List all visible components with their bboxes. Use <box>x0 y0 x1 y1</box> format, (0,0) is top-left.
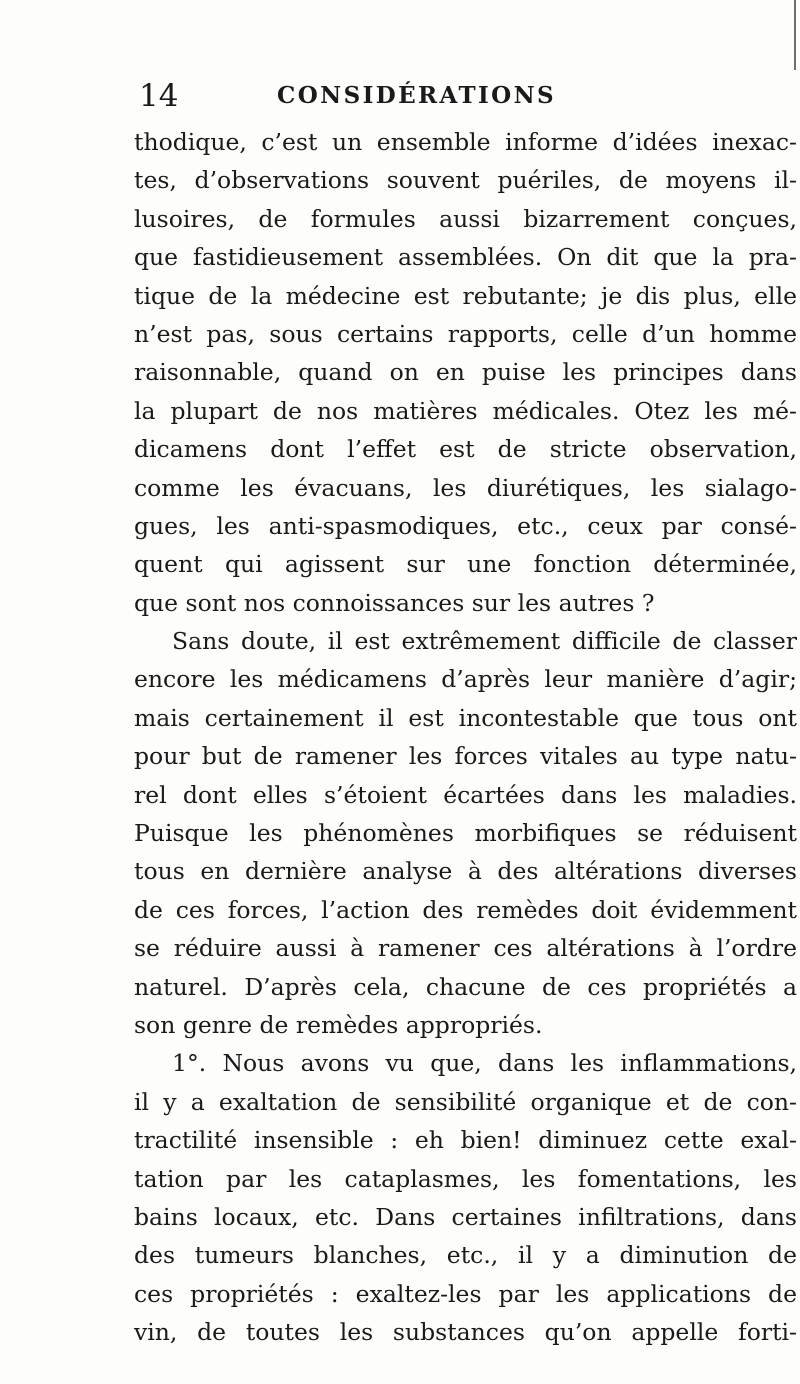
text-line: quent qui agissent sur une fonction déterminée, <box>134 550 797 579</box>
text-line: raisonnable, quand on en puise les principes dans <box>134 358 797 387</box>
text-line: 1°. Nous avons vu que, dans les inflammations, <box>172 1049 797 1078</box>
text-line: thodique, c’est un ensemble informe d’idées inexac- <box>134 128 797 156</box>
text-line: comme les évacuans, les diurétiques, les sialago- <box>134 473 797 502</box>
text-line: que sont nos connoissances sur les autres ? <box>134 588 655 617</box>
text-line: la plupart de nos matières médicales. Otez les mé- <box>134 396 797 425</box>
page-number: 14 <box>139 78 179 114</box>
text-line: lusoires, de formules aussi bizarrement conçues, <box>134 204 797 233</box>
body-text <box>134 123 797 1352</box>
text-line: mais certainement il est incontestable que tous ont <box>134 703 797 732</box>
text-line: n’est pas, sous certains rapports, celle d’un homme <box>134 319 797 348</box>
text-line: gues, les anti-spasmodiques, etc., ceux par consé- <box>134 511 797 540</box>
page-edge-line <box>794 0 796 70</box>
text-line: son genre de remèdes appropriés. <box>134 1010 543 1039</box>
page-header <box>139 78 799 114</box>
text-line: tique de la médecine est rebutante; je dis plus, elle <box>134 281 797 310</box>
text-line: naturel. D’après cela, chacune de ces propriétés a <box>134 972 797 1001</box>
text-line: des tumeurs blanches, etc., il y a diminution de <box>134 1241 797 1270</box>
text-line: encore les médicamens d’après leur manière d’agir; <box>134 665 797 694</box>
text-line: dicamens dont l’effet est de stricte observation, <box>134 435 797 464</box>
text-line: pour but de ramener les forces vitales au type natu- <box>134 742 797 771</box>
text-line: vin, de toutes les substances qu’on appelle forti- <box>134 1318 797 1347</box>
text-line: Puisque les phénomènes morbifiques se réduisent <box>134 819 797 848</box>
text-line: Sans doute, il est extrêmement difficile de classer <box>172 627 797 656</box>
text-line: ces propriétés : exaltez-les par les applications de <box>134 1279 797 1308</box>
text-line: il y a exaltation de sensibilité organique et de con- <box>134 1087 797 1116</box>
text-line: tes, d’observations souvent puériles, de moyens il- <box>134 166 797 195</box>
running-title: CONSIDÉRATIONS <box>277 82 557 109</box>
text-line: bains locaux, etc. Dans certaines infiltrations, dans <box>134 1202 797 1231</box>
text-line: se réduire aussi à ramener ces altérations à l’ordre <box>134 934 797 963</box>
text-line: rel dont elles s’étoient écartées dans les maladies. <box>134 780 797 809</box>
text-line: tractilité insensible : eh bien! diminuez cette exal- <box>134 1126 797 1155</box>
text-line: que fastidieusement assemblées. On dit que la pra- <box>134 243 797 272</box>
text-line: tation par les cataplasmes, les fomentations, les <box>134 1164 797 1193</box>
text-line: de ces forces, l’action des remèdes doit évidemment <box>134 895 797 924</box>
text-line: tous en dernière analyse à des altérations diverses <box>134 857 797 886</box>
